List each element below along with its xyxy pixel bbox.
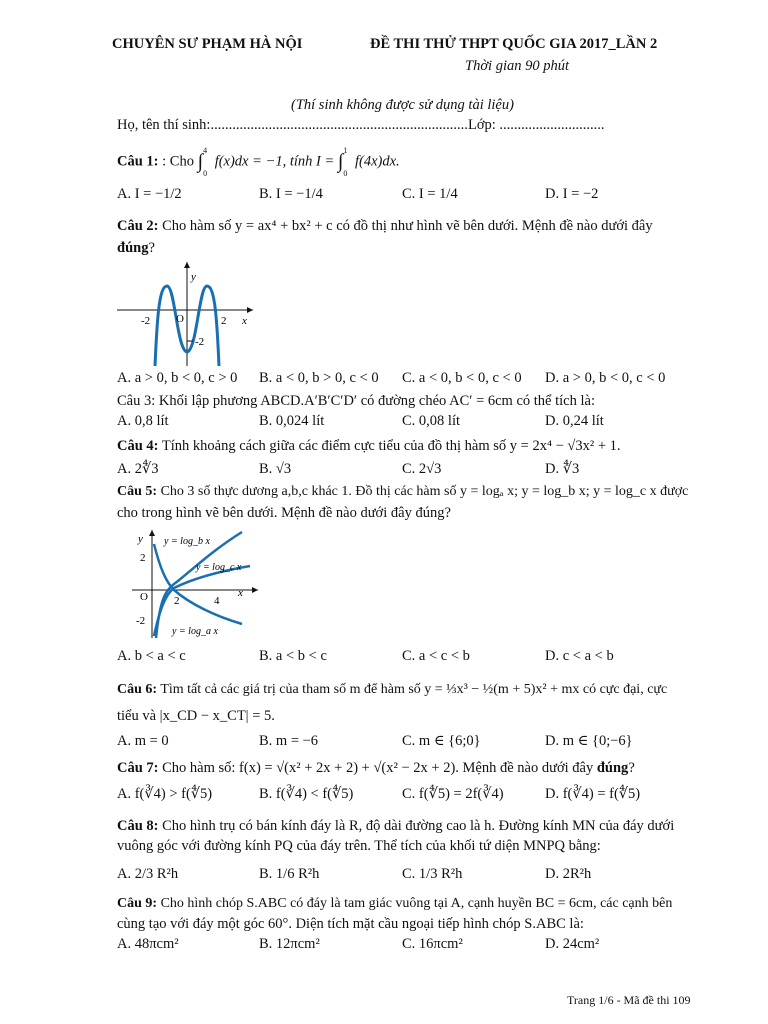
question-text: Cho hàm số y = ax⁴ + bx² + c có đồ thị như hình vẽ bên dưới. Mệnh đề nào dưới đây bbox=[162, 218, 653, 234]
exam-title: ĐỀ THI THỬ THPT QUỐC GIA 2017_LẦN 2 bbox=[370, 36, 658, 52]
question-3 bbox=[117, 393, 595, 410]
tick-label: -2 bbox=[195, 336, 205, 348]
option-b[interactable]: B. √3 bbox=[259, 461, 292, 477]
axis-label: y bbox=[191, 271, 196, 283]
series-label: y = log_b x bbox=[164, 536, 210, 547]
exam-note: (Thí sinh không được sử dụng tài liệu) bbox=[291, 97, 514, 113]
option-c[interactable]: C. a < c < b bbox=[402, 648, 470, 664]
question-6-line2: tiểu và |x_CD − x_CT| = 5. bbox=[117, 708, 275, 724]
tick-label: -2 bbox=[136, 615, 146, 627]
option-d[interactable]: D. a > 0, b < 0, c < 0 bbox=[545, 370, 666, 386]
integral-icon: ∫ bbox=[197, 150, 204, 173]
question-text-bold: đúng bbox=[596, 760, 629, 776]
question-label: Câu 2: bbox=[117, 218, 159, 234]
school-name: CHUYÊN SƯ PHẠM HÀ NỘI bbox=[112, 36, 303, 52]
question-6 bbox=[117, 682, 667, 698]
question-2-line2: đúng? bbox=[117, 240, 155, 256]
integral-icon: ∫ bbox=[337, 150, 344, 173]
question-text: Cho hàm số: f(x) = √(x² + 2x + 2) + √(x² − 2x + 2). Mệnh đề nào dưới đây bbox=[162, 760, 594, 776]
option-c[interactable]: C. I = 1/4 bbox=[402, 186, 458, 202]
series-label: y = log_c x bbox=[196, 562, 242, 573]
question-2 bbox=[117, 218, 653, 235]
origin-label: O bbox=[176, 313, 184, 325]
option-a[interactable]: A. m = 0 bbox=[117, 733, 169, 749]
option-a[interactable]: A. f(∛4) > f(∜5) bbox=[117, 786, 213, 802]
option-a[interactable]: A. a > 0, b < 0, c > 0 bbox=[117, 370, 238, 386]
tick-label: 2 bbox=[174, 595, 180, 607]
option-c[interactable]: C. a < 0, b < 0, c < 0 bbox=[402, 370, 522, 386]
question-label: Câu 4: bbox=[117, 438, 159, 454]
question-9-line2: cùng tạo với đáy một góc 60°. Diện tích mặt cầu ngoại tiếp hình chóp S.ABC là: bbox=[117, 916, 584, 932]
question-text: I = bbox=[316, 153, 335, 170]
axis-label: x bbox=[242, 315, 247, 327]
option-b[interactable]: B. 12πcm² bbox=[259, 936, 320, 952]
question-text: f(x)dx = −1, tính bbox=[214, 153, 313, 170]
origin-label: O bbox=[140, 591, 148, 603]
question-text: Khối lập phương ABCD.A′B′C′D′ có đường chéo AC′ = 6cm có thể tích là: bbox=[158, 393, 595, 409]
question-9 bbox=[117, 896, 672, 912]
question-text: Cho hình chóp S.ABC có đáy là tam giác vuông tại A, cạnh huyền BC = 6cm, các cạnh bên bbox=[160, 896, 673, 911]
page-footer: Trang 1/6 - Mã đề thi 109 bbox=[567, 993, 691, 1007]
class-field: Lớp: ............................. bbox=[468, 117, 605, 133]
tick-label: 4 bbox=[214, 595, 220, 607]
option-a[interactable]: A. 0,8 lít bbox=[117, 413, 169, 429]
question-text: Tìm tất cả các giá trị của tham số m để hàm số y = ⅓x³ − ½(m + 5)x² + mx có cực đại, cực bbox=[160, 682, 668, 697]
question-label: Câu 6: bbox=[117, 682, 158, 697]
tick-label: -2 bbox=[141, 315, 151, 327]
quartic-graph bbox=[115, 260, 255, 370]
axis-label: y bbox=[138, 533, 143, 545]
option-d[interactable]: D. 24cm² bbox=[545, 936, 600, 952]
option-a[interactable]: A. b < a < c bbox=[117, 648, 186, 664]
question-1: Câu 1: : Cho ∫ 4 0 f(x)dx = −1, tính I = ∫ 1 0 f(4x)dx. bbox=[117, 146, 400, 178]
exam-duration: Thời gian 90 phút bbox=[465, 58, 570, 74]
option-b[interactable]: B. f(∛4) < f(∜5) bbox=[259, 786, 354, 802]
name-field: Họ, tên thí sinh:....................................................................... bbox=[117, 117, 468, 133]
question-label: Câu 5: bbox=[117, 484, 158, 499]
question-7: Câu 7: Cho hàm số: f(x) = √(x² + 2x + 2) + √(x² − 2x + 2). Mệnh đề nào dưới đây đúng? bbox=[117, 760, 635, 776]
tick-label: 2 bbox=[221, 315, 227, 327]
question-text: Cho 3 số thực dương a,b,c khác 1. Đồ thị các hàm số y = logₐ x; y = log_b x; y = log_c x được bbox=[160, 484, 689, 499]
option-d[interactable]: D. I = −2 bbox=[545, 186, 599, 202]
option-c[interactable]: C. m ∈ {6;0} bbox=[402, 733, 481, 749]
option-d[interactable]: D. 2R²h bbox=[545, 866, 592, 882]
option-b[interactable]: B. a < 0, b > 0, c < 0 bbox=[259, 370, 379, 386]
question-text: Cho hình trụ có bán kính đáy là R, độ dài đường cao là h. Đường kính MN của đáy dưới bbox=[162, 818, 675, 834]
option-c[interactable]: C. 2√3 bbox=[402, 461, 442, 477]
option-d[interactable]: D. c < a < b bbox=[545, 648, 614, 664]
question-4 bbox=[117, 438, 621, 455]
question-text: f(4x)dx. bbox=[354, 153, 400, 170]
question-8 bbox=[117, 818, 674, 835]
question-5 bbox=[117, 484, 688, 500]
tick-label: 2 bbox=[140, 552, 146, 564]
question-label: Câu 1: bbox=[117, 153, 159, 170]
question-label: Câu 9: bbox=[117, 896, 158, 911]
option-b[interactable]: B. a < b < c bbox=[259, 648, 327, 664]
option-c[interactable]: C. 16πcm² bbox=[402, 936, 463, 952]
option-a[interactable]: A. 2/3 R²h bbox=[117, 866, 179, 882]
question-text-bold: đúng bbox=[117, 240, 149, 256]
question-label: Câu 7: bbox=[117, 760, 159, 776]
option-a[interactable]: A. 2∜3 bbox=[117, 461, 159, 477]
option-b[interactable]: B. I = −1/4 bbox=[259, 186, 323, 202]
axis-label: x bbox=[238, 587, 243, 599]
question-text: : Cho bbox=[162, 153, 194, 170]
option-b[interactable]: B. m = −6 bbox=[259, 733, 319, 749]
option-c[interactable]: C. f(∜5) = 2f(∛4) bbox=[402, 786, 504, 802]
question-label: Câu 3: bbox=[117, 393, 156, 409]
option-d[interactable]: D. ∜3 bbox=[545, 461, 580, 477]
option-d[interactable]: D. m ∈ {0;−6} bbox=[545, 733, 633, 749]
question-8-line2: vuông góc với đường kính PQ của đáy trên. Thể tích của khối tứ diện MNPQ bằng: bbox=[117, 838, 601, 854]
option-d[interactable]: D. 0,24 lít bbox=[545, 413, 604, 429]
question-label: Câu 8: bbox=[117, 818, 159, 834]
option-a[interactable]: A. I = −1/2 bbox=[117, 186, 182, 202]
option-c[interactable]: C. 1/3 R²h bbox=[402, 866, 463, 882]
series-label: y = log_a x bbox=[172, 626, 218, 637]
log-graph bbox=[130, 528, 260, 640]
question-text: Tính khoảng cách giữa các điểm cực tiểu của đồ thị hàm số y = 2x⁴ − √3x² + 1. bbox=[161, 438, 621, 454]
option-c[interactable]: C. 0,08 lít bbox=[402, 413, 461, 429]
question-5-line2: cho trong hình vẽ bên dưới. Mệnh đề nào dưới đây đúng? bbox=[117, 505, 451, 521]
option-b[interactable]: B. 0,024 lít bbox=[259, 413, 325, 429]
option-a[interactable]: A. 48πcm² bbox=[117, 936, 179, 952]
option-b[interactable]: B. 1/6 R²h bbox=[259, 866, 320, 882]
option-d[interactable]: D. f(∛4) = f(∜5) bbox=[545, 786, 641, 802]
